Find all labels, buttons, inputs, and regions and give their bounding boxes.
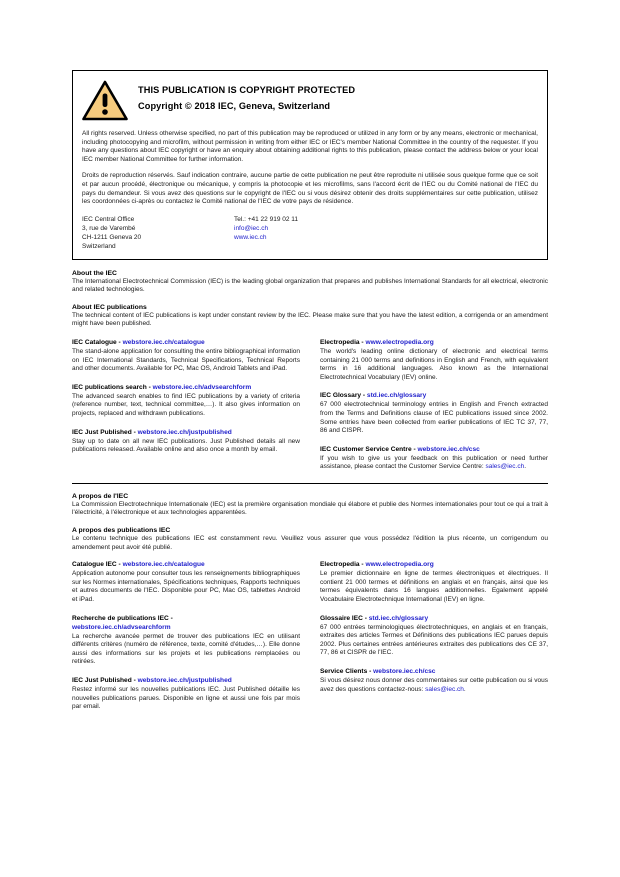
description-text-after-email: . (524, 463, 527, 471)
french-resource-columns (72, 560, 548, 712)
sales-email-link[interactable]: sales@iec.ch (485, 463, 525, 471)
section-divider (72, 483, 548, 484)
resource-title-row (320, 338, 548, 347)
sales-email-link[interactable]: sales@iec.ch (425, 685, 464, 693)
resource-iec-just-published (72, 428, 300, 455)
resource-title-row (320, 667, 548, 676)
a-propos-des-publications-iec-body: Le contenu technique des publications IEC est constamment revu. Veuillez vous assurer que vous possédez l'édition la plus récente, un corrigendum ou amendement peut avoir été publié. (72, 535, 548, 551)
english-resource-columns (72, 338, 548, 472)
copyright-title-secondary: Copyright © 2018 IEC, Geneva, Switzerland (138, 101, 331, 111)
english-right-column (320, 338, 548, 472)
resource-iec-catalogue (72, 338, 300, 374)
resource-description: The world's leading online dictionary of electronic and electrical terms containing 21 000 terms and definitions in English and French, with equivalent terms in 16 additional languages. Also known as the International Electrotechnical Vocabulary (IEV) online. (320, 347, 548, 381)
resource-link[interactable]: webstore.iec.ch/catalogue (122, 561, 205, 569)
about-the-iec-heading: About the IEC (72, 269, 117, 277)
iec-contact-details (234, 215, 298, 252)
copyright-notice-box (72, 70, 548, 260)
iec-address (82, 215, 234, 252)
copyright-paragraph-english: All rights reserved. Unless otherwise specified, no part of this publication may be reproduced or utilized in any form or by any means, electronic or mechanical, including photocopying and microfilm, without permission in writing from either IEC or IEC's member National Committee in the country of the requester. If you have any questions about IEC copyright or have an enquiry about obtaining additional rights to this publication, please contact the address below or your local IEC member National Committee for further information. (82, 130, 538, 163)
resource-title: IEC Just Published (72, 677, 132, 684)
resource-title: Service Clients (320, 668, 368, 675)
copyright-titles (138, 79, 355, 113)
resource-separator: - (131, 428, 138, 436)
resource-description: The advanced search enables to find IEC publications by a variety of criteria (reference number, text, technical committee,…). It also gives information on projects, replaced and withdrawn publications. (72, 392, 300, 417)
resource-link[interactable]: webstore.iec.ch/csc (373, 668, 436, 675)
resource-separator: - (116, 561, 123, 569)
resource-link[interactable]: std.iec.ch/glossary (366, 392, 427, 400)
english-left-column (72, 338, 300, 472)
a-propos-des-publications-iec-heading: A propos des publications IEC (72, 527, 171, 535)
resource-link[interactable]: webstore.iec.ch/catalogue (122, 338, 205, 346)
resource-electropedia (320, 338, 548, 382)
resource-title-row (72, 560, 300, 569)
resource-title: IEC Catalogue (72, 338, 117, 346)
resource-iec-customer-service-centre (320, 445, 548, 472)
resource-separator: - (411, 445, 418, 453)
resource-title: Recherche de publications IEC (72, 614, 169, 622)
resource-title: Electropedia (320, 561, 360, 569)
resource-link[interactable]: std.iec.ch/glossary (368, 614, 429, 622)
french-section (72, 493, 548, 712)
copyright-title-primary: THIS PUBLICATION IS COPYRIGHT PROTECTED (138, 85, 356, 95)
resource-iec-glossary (320, 391, 548, 435)
about-iec-publications-body: The technical content of IEC publications is kept under constant review by the IEC. Please make sure that you have the latest edition, a corrigenda or an amendment might have been published. (72, 311, 548, 328)
a-propos-des-publications-iec (72, 527, 548, 552)
resource-separator: - (367, 668, 374, 675)
resource-description: 67 000 electrotechnical terminology entries in English and French extracted from the Terms and Definitions clause of IEC publications issued since 2002. Some entries have been collected from earlier publications of IEC TC 37, 77, 86 and CISPR. (320, 401, 548, 435)
resource-title: IEC Just Published (72, 428, 132, 436)
resource-separator: - (359, 561, 366, 569)
about-the-iec-body: The International Electrotechnical Commission (IEC) is the leading global organization that prepares and publishes International Standards for all electrical, electronic and related technologies. (72, 277, 548, 294)
ressource-recherche-de-publications-iec (72, 614, 300, 667)
copyright-paragraph-french: Droits de reproduction réservés. Sauf indication contraire, aucune partie de cette publication ne peut être reproduite ni utilisée sous quelque forme que ce soit et par aucun procédé, électronique ou mécanique, y compris la photocopie et les microfilms, sans l'accord écrit de l'IEC ou du Comité national de l'IEC du pays du demandeur. Si vous avez des questions sur le copyright de l'IEC ou si vous désirez obtenir des droits supplémentaires sur cette publication, utilisez les coordonnées ci-après ou contactez le Comité national de l'IEC de votre pays de résidence. (82, 172, 538, 206)
address-line-1: IEC Central Office (82, 215, 135, 223)
resource-title: Glossaire IEC (320, 614, 363, 622)
resource-title-row (72, 338, 300, 347)
resource-link[interactable]: webstore.iec.ch/advsearchform (152, 383, 252, 391)
resource-title-row (320, 614, 548, 623)
resource-title-row (72, 428, 300, 437)
resource-link[interactable]: webstore.iec.ch/csc (417, 445, 480, 453)
resource-separator: - (362, 614, 369, 622)
ressource-glossaire-iec (320, 614, 548, 658)
resource-link[interactable]: webstore.iec.ch/justpublished (137, 677, 232, 684)
resource-separator: - (146, 383, 153, 391)
resource-title-row (320, 391, 548, 400)
resource-description (320, 677, 548, 694)
french-left-column (72, 560, 300, 712)
a-propos-de-liec-heading: A propos de l'IEC (72, 492, 129, 500)
address-line-3: CH-1211 Geneva 20 (82, 234, 142, 242)
resource-title-row (320, 445, 548, 454)
resource-title: IEC Glossary (320, 392, 362, 400)
about-iec-publications (72, 304, 548, 329)
resource-title: IEC Customer Service Centre (320, 445, 412, 453)
resource-title: IEC publications search (72, 383, 147, 391)
resource-link[interactable]: www.electropedia.org (365, 338, 434, 346)
warning-triangle-icon (82, 80, 128, 121)
resource-description: Le premier dictionnaire en ligne de termes électroniques et électriques. Il contient 21 000 termes et définitions en anglais et en français, ainsi que les termes équivalents dans 16 langues additionnelles. Egalement appelé Vocabulaire Electrotechnique International (IEV) en ligne. (320, 570, 548, 604)
resource-separator: - (168, 614, 173, 622)
ressource-catalogue-iec (72, 560, 300, 604)
address-line-4: Switzerland (82, 243, 116, 251)
a-propos-de-liec (72, 493, 548, 518)
resource-separator: - (131, 677, 138, 684)
description-text-after-email: . (463, 685, 466, 693)
description-text-before-email: Si vous désirez nous donner des commentaires sur cette publication ou si vous avez des questions contactez-nous: (320, 677, 548, 693)
resource-title-row (72, 676, 300, 685)
resource-title-row (72, 383, 300, 392)
resource-description (320, 455, 548, 472)
resource-iec-publications-search (72, 383, 300, 419)
resource-separator: - (116, 338, 123, 346)
resource-separator: - (361, 392, 367, 400)
resource-title: Catalogue IEC (72, 561, 117, 569)
email-link[interactable]: info@iec.ch (234, 224, 269, 232)
ressource-service-clients (320, 667, 548, 694)
copyright-header (82, 79, 538, 121)
resource-description: Stay up to date on all new IEC publications. Just Published details all new publications released. Available online and also once a month by email. (72, 437, 300, 454)
resource-separator: - (359, 338, 366, 346)
website-link[interactable]: www.iec.ch (234, 234, 267, 242)
resource-link[interactable]: webstore.iec.ch/justpublished (137, 428, 232, 436)
resource-link[interactable]: webstore.iec.ch/advsearchform (72, 623, 171, 631)
resource-description: Restez informé sur les nouvelles publications IEC. Just Published détaille les nouvelles publications parues. Disponible en ligne et aussi une fois par mois par email. (72, 686, 300, 711)
telephone-number: Tel.: +41 22 919 02 11 (234, 215, 299, 223)
about-iec-publications-heading: About IEC publications (72, 303, 147, 311)
resource-link[interactable]: www.electropedia.org (365, 561, 434, 569)
ressource-electropedia (320, 560, 548, 604)
resource-description: La recherche avancée permet de trouver des publications IEC en utilisant différents critères (numéro de référence, texte, comité d'études,…). Elle donne aussi des informations sur les projets et les publications remplacées ou retirées. (72, 632, 300, 666)
resource-description: Application autonome pour consulter tous les renseignements bibliographiques sur les Normes internationales, Spécifications techniques, Rapports techniques et autres documents de l'IEC. Disponible pour PC, Mac OS, tablettes Android et iPad. (72, 570, 300, 604)
description-text-before-email: If you wish to give us your feedback on this publication or need further assistance, please contact the Customer Service Centre: (320, 454, 548, 471)
about-the-iec (72, 270, 548, 295)
resource-title-row (72, 614, 300, 632)
ressource-iec-just-published (72, 676, 300, 712)
english-section (72, 270, 548, 472)
resource-title: Electropedia (320, 338, 360, 346)
address-line-2: 3, rue de Varembé (82, 224, 136, 232)
iec-contact-block (82, 215, 538, 252)
resource-description: The stand-alone application for consulting the entire bibliographical information on IEC International Standards, Technical Specifications, Technical Reports and other documents. Available for PC, Mac OS, Android Tablets and iPad. (72, 347, 300, 373)
resource-description: 67 000 entrées terminologiques électrotechniques, en anglais et en français, extraites des articles Termes et Définitions des publications IEC parues depuis 2002. Plus certaines entrées antérieures extraites des publications des CE 37, 77, 86 et CISPR de l'IEC. (320, 623, 548, 657)
french-right-column (320, 560, 548, 712)
a-propos-de-liec-body: La Commission Electrotechnique Internationale (IEC) est la première organisation mondiale qui élabore et publie des Normes internationales pour tout ce qui a trait à l'électricité, à l'électronique et aux technologies apparentées. (72, 500, 548, 517)
resource-title-row (320, 560, 548, 569)
